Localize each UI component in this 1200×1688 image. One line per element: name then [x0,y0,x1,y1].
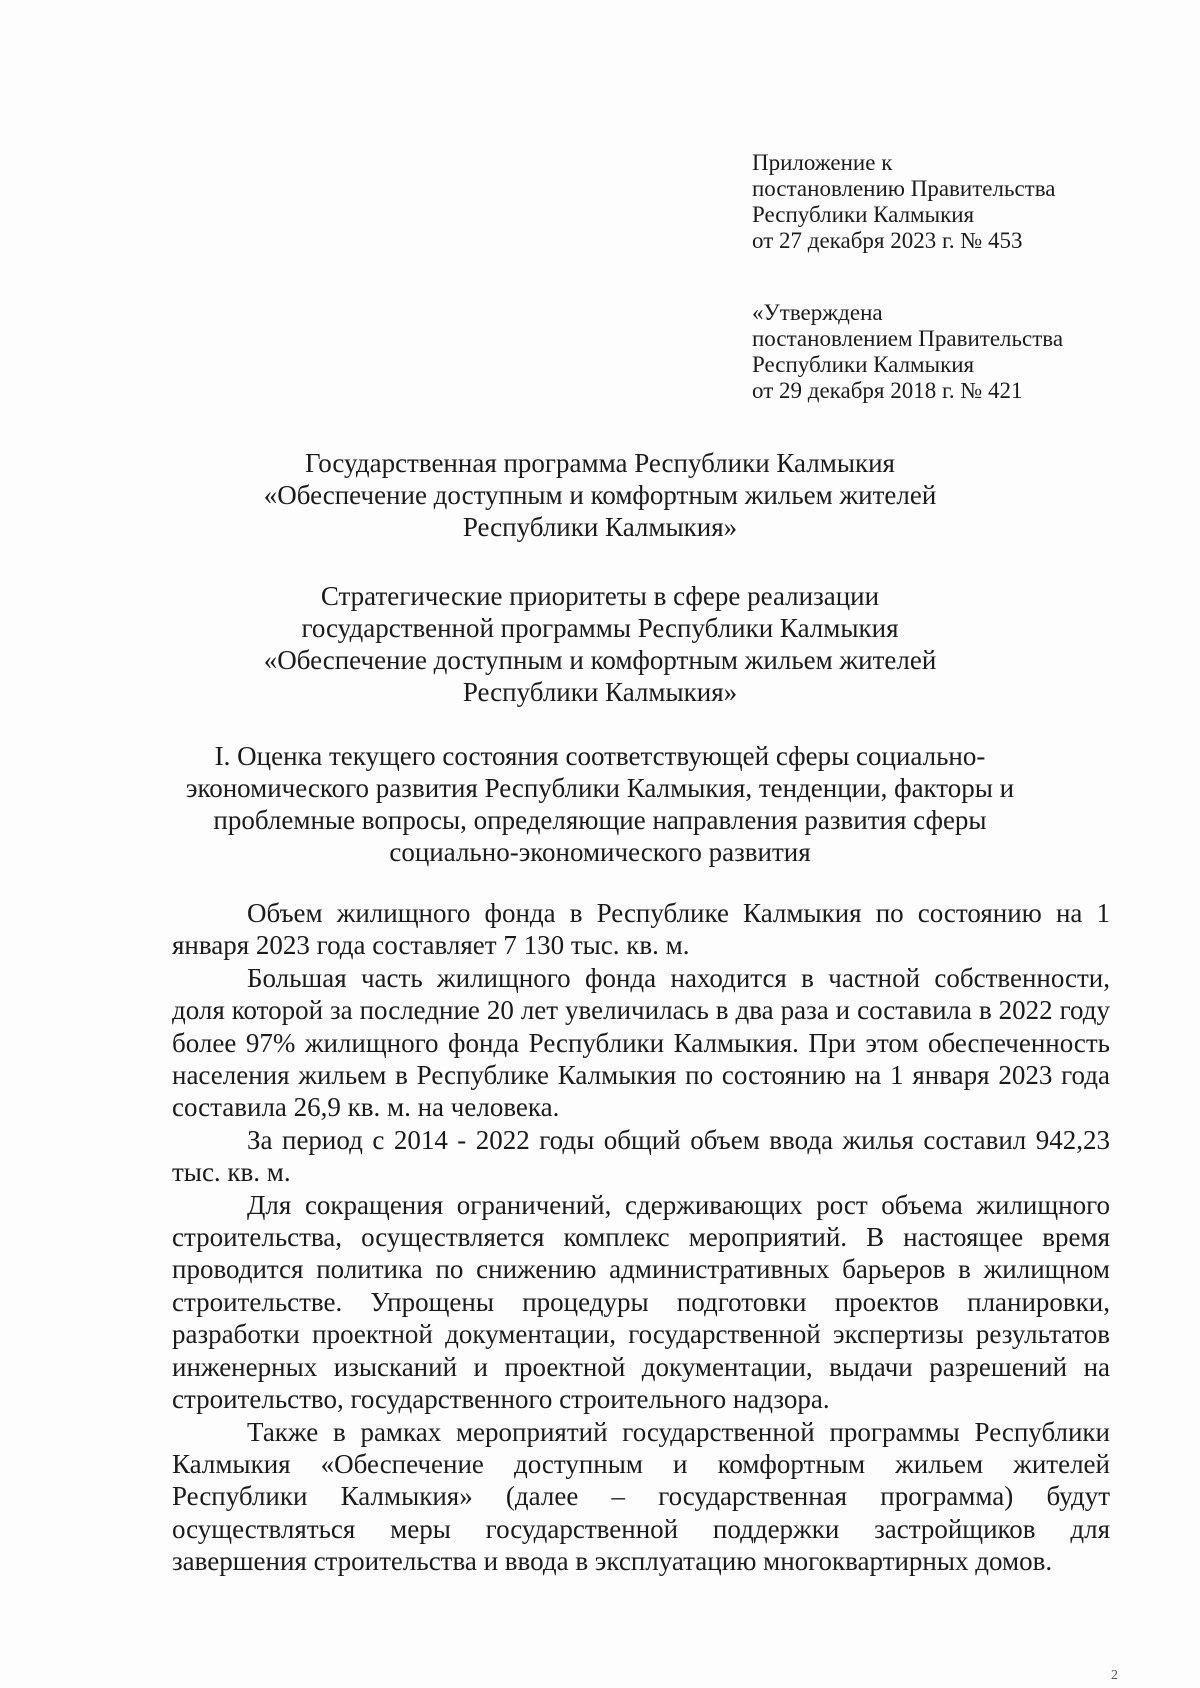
section-heading [150,740,1050,868]
approval-block [752,150,1055,254]
approved-line: «Утверждена [752,300,883,325]
strategy-title-line: Республики Калмыкия» [462,677,738,707]
section-heading-line: социально-экономического развития [389,837,811,867]
paragraph: Большая часть жилищного фонда находится в частной собственности, доля которой за последние 20 лет увеличилась в два раза и составила в 2022 году более 97% жилищного фонда Республики Калмыкия. При этом обеспеченность населения жильем в Республике Калмыкия по состоянию на 1 января 2023 года составила 26,9 кв. м. на человека. [172,962,1110,1123]
page-number: 2 [1111,1668,1118,1683]
paragraph: Объем жилищного фонда в Республике Калмыкия по состоянию на 1 января 2023 года составляет 7 130 тыс. кв. м. [172,898,1110,961]
approved-block [752,300,1063,404]
approval-line: Республики Калмыкия [752,202,975,227]
program-title-line: Государственная программа Республики Калмыкия [305,448,895,478]
strategy-title-line: Стратегические приоритеты в сфере реализации [320,581,880,611]
approval-line: Приложение к [752,150,893,175]
strategy-title [150,580,1050,708]
paragraph: Для сокращения ограничений, сдерживающих рост объема жилищного строительства, осуществляется комплекс мероприятий. В настоящее время проводится политика по снижению административных барьеров в жилищном строительстве. Упрощены процедуры подготовки проектов планировки, разработки проектной документации, государственной экспертизы результатов инженерных изысканий и проектной документации, выдачи разрешений на строительство, государственного строительного надзора. [172,1189,1110,1415]
strategy-title-line: государственной программы Республики Калмыкия [301,613,899,643]
program-title-line: Республики Калмыкия» [462,512,738,542]
approved-line: постановлением Правительства [752,326,1064,351]
paragraph: За период с 2014 - 2022 годы общий объем ввода жилья составил 942,23 тыс. кв. м. [172,1124,1110,1188]
approval-line: от 27 декабря 2023 г. № 453 [752,228,1023,253]
approval-line: постановлению Правительства [752,176,1056,201]
body-text [172,897,1110,1578]
section-heading-line: I. Оценка текущего состояния соответствующей сферы социально- [214,741,986,771]
program-title-line: «Обеспечение доступным и комфортным жильем жителей [263,480,937,510]
paragraph: Также в рамках мероприятий государственной программы Республики Калмыкия «Обеспечение доступным и комфортным жильем жителей Республики Калмыкия» (далее – государственная программа) будут осуществляться меры государственной поддержки застройщиков для завершения строительства и ввода в эксплуатацию многоквартирных домов. [172,1416,1110,1577]
section-heading-line: проблемные вопросы, определяющие направления развития сферы [213,805,987,835]
program-title [150,447,1050,543]
approved-line: Республики Калмыкия [752,352,975,377]
approved-line: от 29 декабря 2018 г. № 421 [752,378,1023,403]
strategy-title-line: «Обеспечение доступным и комфортным жильем жителей [263,645,937,675]
section-heading-line: экономического развития Республики Калмыкия, тенденции, факторы и [185,773,1015,803]
